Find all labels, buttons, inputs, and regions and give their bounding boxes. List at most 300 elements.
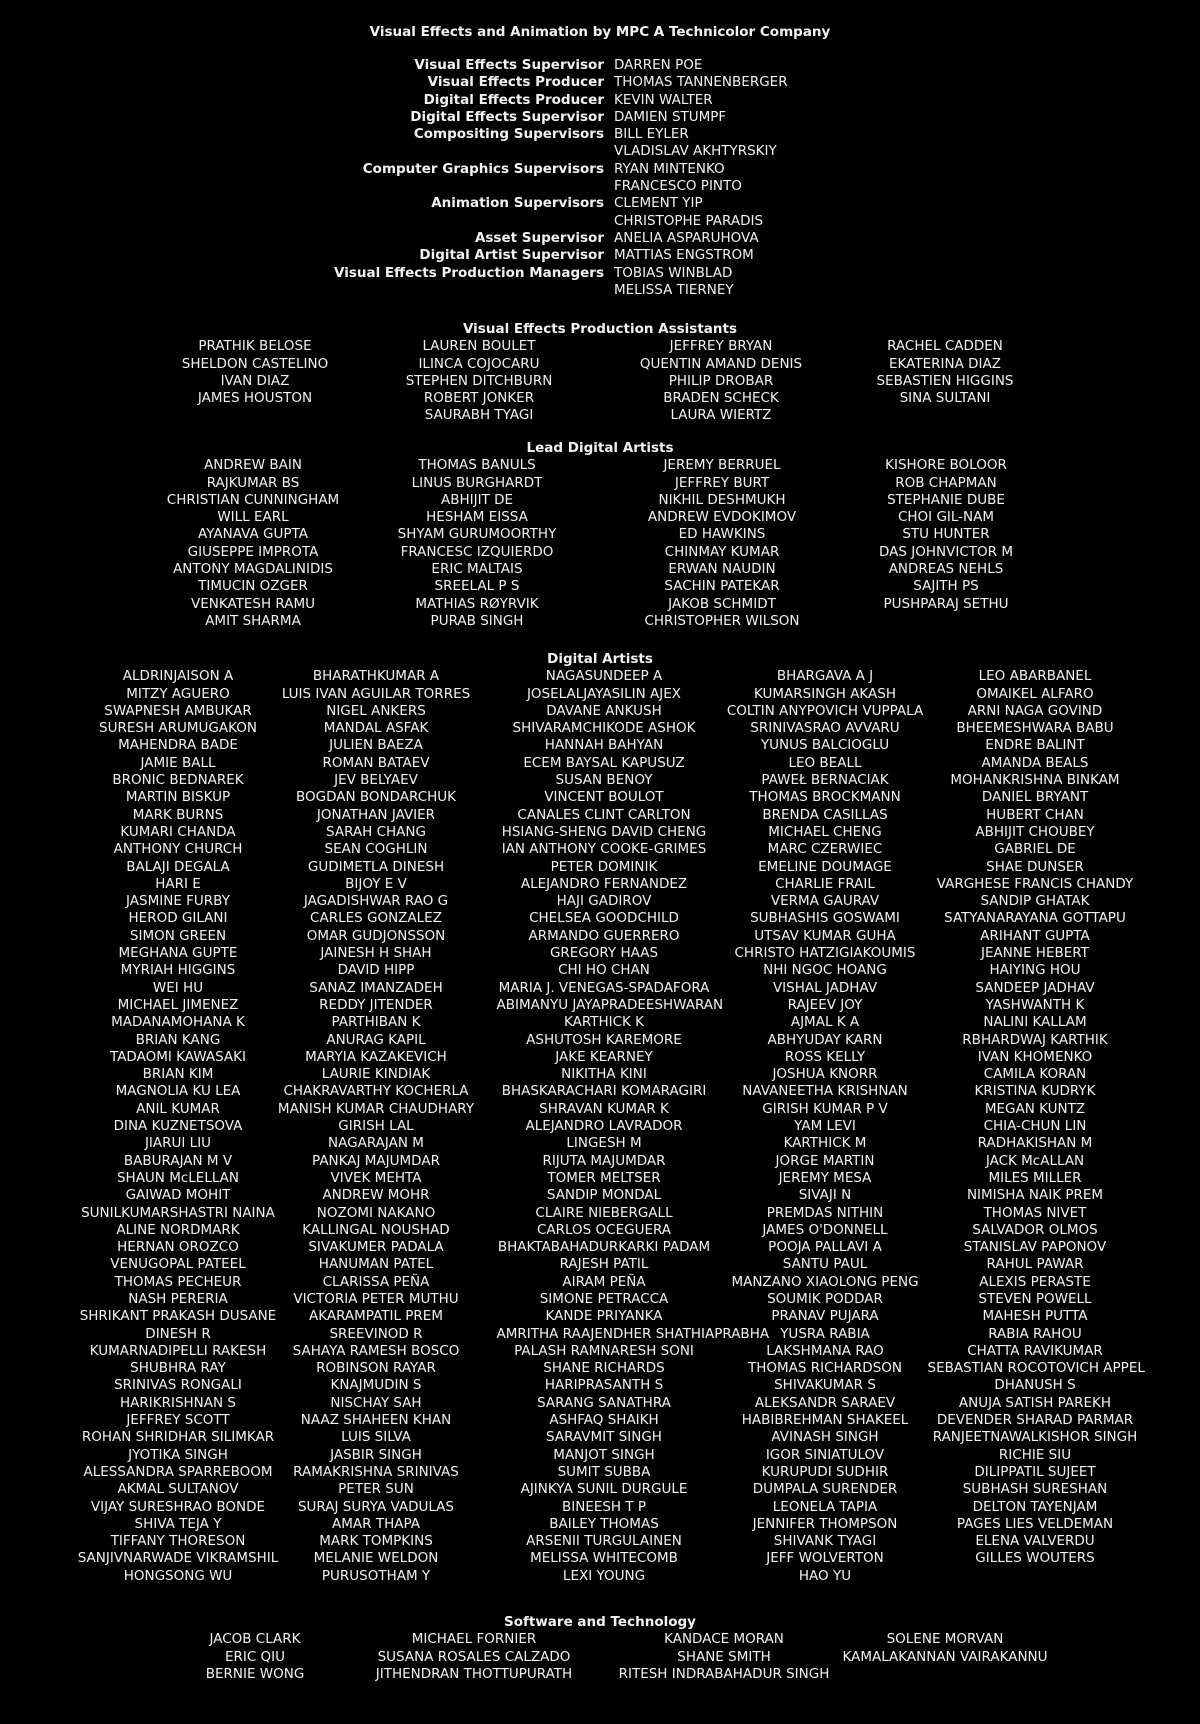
credit-name: JEREMY BERRUEL <box>663 457 781 474</box>
credit-name: VINCENT BOULOT <box>544 789 664 806</box>
credit-name: MARTIN BISKUP <box>125 789 231 806</box>
credit-name: MOHANKRISHNA BINKAM <box>950 772 1120 789</box>
credit-name: PUSHPARAJ SETHU <box>883 595 1009 612</box>
credit-name: ROSS KELLY <box>784 1048 866 1065</box>
credit-name: STEPHANIE DUBE <box>887 491 1005 508</box>
section-title: Software and Technology <box>504 1614 696 1630</box>
credit-name: BHEEMESHWARA BABU <box>956 720 1114 737</box>
credit-name: NAVANEETHA KRISHNAN <box>742 1083 908 1100</box>
credit-name: OMAR GUDJONSSON <box>306 927 446 944</box>
names-grid <box>0 1631 1200 1683</box>
credit-name: DAVANE ANKUSH <box>546 702 662 719</box>
credit-name: JAMES O'DONNELL <box>762 1221 888 1238</box>
credit-name: SAJITH PS <box>913 578 979 595</box>
credit-name: HUBERT CHAN <box>986 806 1084 823</box>
credit-name: MICHAEL FORNIER <box>411 1631 537 1648</box>
credit-name: ROHAN SHRIDHAR SILIMKAR <box>81 1429 275 1446</box>
credit-name: NOZOMI NAKANO <box>316 1204 436 1221</box>
credit-name: SAURABH TYAGI <box>424 407 534 424</box>
names-column <box>496 668 770 1585</box>
credit-name: ANURAG KAPIL <box>326 1031 426 1048</box>
credit-name: RABIA RAHOU <box>988 1325 1082 1342</box>
credit-name: MARC CZERWIEC <box>767 841 883 858</box>
credit-name: NAGASUNDEEP A <box>545 668 663 685</box>
credit-name: BERNIE WONG <box>205 1665 305 1682</box>
credit-name: SANJIVNARWADE VIKRAMSHIL <box>77 1550 279 1567</box>
credit-name: ED HAWKINS <box>678 526 766 543</box>
credit-name: TADAOMI KAWASAKI <box>110 1048 246 1065</box>
names-column <box>928 668 1143 1567</box>
credit-name: SHANE SMITH <box>677 1648 771 1665</box>
credit-name: ALDRINJAISON A <box>122 668 234 685</box>
credit-name: ROBERT JONKER <box>423 390 535 407</box>
role-label: Digital Effects Producer <box>423 91 604 108</box>
credit-name: JEFF WOLVERTON <box>766 1550 884 1567</box>
credit-name: SHIVANK TYAGI <box>773 1533 877 1550</box>
credit-name: KUMARI CHANDA <box>120 823 236 840</box>
credit-name: BABURAJAN M V <box>123 1152 233 1169</box>
credit-name: QUENTIN AMAND DENIS <box>639 355 803 372</box>
role-name: CLEMENT YIP <box>614 195 703 212</box>
section-digital-artists <box>0 651 1200 1585</box>
role-label: Computer Graphics Supervisors <box>362 160 604 177</box>
role-row <box>0 247 1200 264</box>
credit-name: SREEVINOD R <box>329 1325 423 1342</box>
credit-name: BRADEN SCHECK <box>663 390 779 407</box>
credit-name: JIARUI LIU <box>144 1135 212 1152</box>
credit-name: SURESH ARUMUGAKON <box>99 720 257 737</box>
credit-name: DELTON TAYENJAM <box>972 1498 1098 1515</box>
credit-name: JOSHUA KNORR <box>772 1066 878 1083</box>
credit-name: VENUGOPAL PATEEL <box>110 1256 246 1273</box>
credit-name: SANDIP GHATAK <box>980 893 1090 910</box>
role-name: MATTIAS ENGSTROM <box>614 247 754 264</box>
credit-name: ANTHONY CHURCH <box>113 841 243 858</box>
credit-name: STANISLAV PAPONOV <box>963 1239 1107 1256</box>
credit-name: AMRITHA RAAJENDHER SHATHIAPRABHA <box>496 1325 770 1342</box>
credit-name: PALASH RAMNARESH SONI <box>514 1342 694 1359</box>
credit-name: CHRISTOPHER WILSON <box>644 612 800 629</box>
names-column <box>354 1631 594 1683</box>
credit-name: ARIHANT GUPTA <box>980 927 1090 944</box>
names-column <box>830 338 1060 407</box>
credit-name: STU HUNTER <box>902 526 990 543</box>
credit-name: WILL EARL <box>217 509 289 526</box>
credit-name: MELISSA WHITECOMB <box>530 1550 678 1567</box>
credit-name: SANDIP MONDAL <box>546 1187 662 1204</box>
credit-name: MANISH KUMAR CHAUDHARY <box>277 1100 475 1117</box>
credit-name: RADHAKISHAN M <box>977 1135 1093 1152</box>
names-column <box>138 457 368 630</box>
credit-name: RAJEEV JOY <box>787 996 863 1013</box>
credit-name: WEI HU <box>152 979 204 996</box>
role-row <box>0 126 1200 143</box>
credit-name: BOGDAN BONDARCHUK <box>295 789 457 806</box>
credit-name: GABRIEL DE <box>994 841 1076 858</box>
section-production-assistants <box>0 321 1200 425</box>
credit-name: HAJI GADIROV <box>556 893 652 910</box>
credit-name: JEFFREY BRYAN <box>669 338 773 355</box>
credit-name: NIMISHA NAIK PREM <box>966 1187 1104 1204</box>
credit-name: MEGHANA GUPTE <box>118 945 238 962</box>
credit-name: PAGES LIES VELDEMAN <box>956 1515 1114 1532</box>
credit-name: NASH PERERIA <box>128 1290 228 1307</box>
names-column <box>269 668 484 1585</box>
credit-name: UTSAV KUMAR GUHA <box>754 927 896 944</box>
section-software-and-technology <box>0 1614 1200 1683</box>
credit-name: HARIPRASANTH S <box>544 1377 664 1394</box>
credit-name: KANDACE MORAN <box>664 1631 784 1648</box>
credit-name: PETER SUN <box>338 1481 414 1498</box>
credit-name: LEONELA TAPIA <box>772 1498 878 1515</box>
credit-name: SANTU PAUL <box>782 1256 868 1273</box>
credit-name: THOMAS BANULS <box>418 457 536 474</box>
credit-name: CLAIRE NIEBERGALL <box>535 1204 673 1221</box>
credit-name: LAURA WIERTZ <box>670 407 772 424</box>
role-label: Asset Supervisor <box>474 229 604 246</box>
credit-name: HONGSONG WU <box>123 1567 233 1584</box>
credit-name: ECEM BAYSAL KAPUSUZ <box>523 754 685 771</box>
credit-name: MILES MILLER <box>988 1169 1082 1186</box>
credit-name: IGOR SINIATULOV <box>765 1446 885 1463</box>
credit-name: SURAJ SURYA VADULAS <box>297 1498 454 1515</box>
credit-name: LEO ABARBANEL <box>978 668 1092 685</box>
role-name: CHRISTOPHE PARADIS <box>614 212 764 229</box>
role-row <box>0 92 1200 109</box>
credit-name: GUDIMETLA DINESH <box>307 858 445 875</box>
credit-name: DAVID HIPP <box>337 962 415 979</box>
credit-name: PANKAJ MAJUMDAR <box>312 1152 440 1169</box>
credit-name: THOMAS BROCKMANN <box>749 789 901 806</box>
credit-name: CHARLIE FRAIL <box>775 875 875 892</box>
credit-name: BRIAN KANG <box>135 1031 221 1048</box>
credit-name: LAKSHMANA RAO <box>766 1342 884 1359</box>
credit-name: EMELINE DOUMAGE <box>758 858 892 875</box>
credit-name: GIUSEPPE IMPROTA <box>187 543 319 560</box>
credit-name: SUSAN BENOY <box>555 772 653 789</box>
credit-name: ERWAN NAUDIN <box>668 561 776 578</box>
role-label: Visual Effects Production Managers <box>334 264 604 281</box>
credit-name: MARYIA KAZAKEVICH <box>305 1048 447 1065</box>
credit-name: KAMALAKANNAN VAIRAKANNU <box>842 1648 1048 1665</box>
credit-name: MATHIAS RØYRVIK <box>415 595 539 612</box>
names-column <box>825 1631 1065 1666</box>
credit-name: JAGADISHWAR RAO G <box>303 893 449 910</box>
credit-name: TOMER MELTSER <box>547 1169 661 1186</box>
credit-name: LAUREN BOULET <box>422 338 536 355</box>
credit-name: PRANAV PUJARA <box>771 1308 879 1325</box>
credit-name: SALVADOR OLMOS <box>972 1221 1098 1238</box>
credit-name: SHIVARAMCHIKODE ASHOK <box>512 720 696 737</box>
credit-name: SUBHASHIS GOSWAMI <box>750 910 900 927</box>
credit-name: YAM LEVI <box>794 1118 856 1135</box>
credit-name: CANALES CLINT CARLTON <box>517 806 691 823</box>
credit-name: ANDREW EVDOKIMOV <box>647 509 797 526</box>
credit-name: MAHESH PUTTA <box>982 1308 1088 1325</box>
credit-name: NAAZ SHAHEEN KHAN <box>300 1412 452 1429</box>
credit-name: SHUBHRA RAY <box>130 1360 226 1377</box>
credit-name: JEV BELYAEV <box>334 772 418 789</box>
credit-name: RICHIE SIU <box>998 1446 1072 1463</box>
credit-name: HAO YU <box>798 1567 852 1584</box>
company-title: Visual Effects and Animation by MPC A Technicolor Company <box>369 24 831 40</box>
credit-name: SIVAJI N <box>798 1187 852 1204</box>
credit-name: FRANCESC IZQUIERDO <box>400 543 554 560</box>
credit-name: NIGEL ANKERS <box>326 702 426 719</box>
section-title: Lead Digital Artists <box>526 440 674 456</box>
credit-name: STEPHEN DITCHBURN <box>405 372 553 389</box>
role-label: Animation Supervisors <box>431 195 604 212</box>
credit-name: GIRISH LAL <box>338 1118 414 1135</box>
credit-name: POOJA PALLAVI A <box>768 1239 882 1256</box>
credit-name: JAINESH H SHAH <box>320 945 432 962</box>
credit-name: YASHWANTH K <box>985 996 1085 1013</box>
credit-name: KANDE PRIYANKA <box>545 1308 663 1325</box>
credit-name: MANDAL ASFAK <box>323 720 429 737</box>
credit-name: MITZY AGUERO <box>126 685 230 702</box>
credit-name: SIMONE PETRACCA <box>539 1290 669 1307</box>
role-row <box>0 230 1200 247</box>
credit-name: BHASKARACHARI KOMARAGIRI <box>501 1083 707 1100</box>
credit-name: MYRIAH HIGGINS <box>120 962 236 979</box>
credit-name: HESHAM EISSA <box>426 509 528 526</box>
credit-name: ASHUTOSH KAREMORE <box>526 1031 682 1048</box>
credit-name: ELENA VALVERDU <box>975 1533 1095 1550</box>
credit-name: YUSRA RABIA <box>780 1325 870 1342</box>
credit-name: BAILEY THOMAS <box>549 1515 659 1532</box>
credit-name: VARGHESE FRANCIS CHANDY <box>936 875 1134 892</box>
role-label: Visual Effects Supervisor <box>414 57 604 73</box>
credit-name: BHAKTABAHADURKARKI PADAM <box>497 1239 711 1256</box>
role-name: VLADISLAV AKHTYRSKIY <box>614 143 777 160</box>
role-row <box>0 161 1200 178</box>
credit-name: SHIVAKUMAR S <box>774 1377 876 1394</box>
credit-name: ANDREW BAIN <box>204 457 302 474</box>
credit-name: SARAH CHANG <box>326 823 426 840</box>
credit-name: ANDREW MOHR <box>322 1187 430 1204</box>
credit-name: SHAUN McLELLAN <box>116 1169 240 1186</box>
credit-name: RIJUTA MAJUMDAR <box>542 1152 666 1169</box>
credit-name: AMAR THAPA <box>332 1515 420 1532</box>
credit-name: MAHENDRA BADE <box>118 737 238 754</box>
credit-name: HARI E <box>155 875 201 892</box>
credit-name: MEGAN KUNTZ <box>984 1100 1086 1117</box>
credit-name: ARSENII TURGULAINEN <box>526 1533 682 1550</box>
credit-name: GIRISH KUMAR P V <box>762 1100 888 1117</box>
credit-name: JORGE MARTIN <box>775 1152 875 1169</box>
role-label: Digital Artist Supervisor <box>419 247 604 264</box>
credit-name: SHRAVAN KUMAR K <box>539 1100 669 1117</box>
credit-name: DAS JOHNVICTOR M <box>879 543 1013 560</box>
credit-name: REDDY JITENDER <box>319 996 433 1013</box>
credit-name: VIJAY SURESHRAO BONDE <box>90 1498 266 1515</box>
credit-name: HERNAN OROZCO <box>117 1239 239 1256</box>
credit-name: VENKATESH RAMU <box>190 595 316 612</box>
credit-name: CHAKRAVARTHY KOCHERLA <box>283 1083 469 1100</box>
role-row <box>0 74 1200 91</box>
credit-name: JACOB CLARK <box>209 1631 301 1648</box>
credit-name: ALINE NORDMARK <box>116 1221 240 1238</box>
credit-name: JEFFREY SCOTT <box>126 1412 230 1429</box>
credit-name: ALESSANDRA SPARREBOOM <box>83 1463 273 1480</box>
credit-name: JEREMY MESA <box>778 1169 872 1186</box>
role-name: FRANCESCO PINTO <box>614 178 742 195</box>
credit-name: TIFFANY THORESON <box>110 1533 246 1550</box>
credit-name: CARLES GONZALEZ <box>310 910 442 927</box>
credit-name: ANIL KUMAR <box>136 1100 220 1117</box>
credit-name: ABIMANYU JAYAPRADEESHWARAN <box>496 996 724 1013</box>
credit-name: SOUMIK PODDAR <box>767 1290 883 1307</box>
credit-name: KISHORE BOLOOR <box>885 457 1007 474</box>
credit-name: CHATTA RAVIKUMAR <box>967 1342 1103 1359</box>
role-row <box>0 143 1200 160</box>
credit-name: DEVENDER SHARAD PARMAR <box>936 1412 1134 1429</box>
credit-name: KRISTINA KUDRYK <box>974 1083 1096 1100</box>
credit-name: NHI NGOC HOANG <box>763 962 887 979</box>
credit-name: ASHFAQ SHAIKH <box>549 1412 659 1429</box>
section-lead-digital-artists <box>0 440 1200 630</box>
credit-name: ABHYUDAY KARN <box>767 1031 883 1048</box>
credit-name: AJMAL K A <box>790 1014 860 1031</box>
credit-name: JAKE KEARNEY <box>555 1048 653 1065</box>
credit-name: MARK BURNS <box>132 806 224 823</box>
credit-name: CHRISTIAN CUNNINGHAM <box>166 491 340 508</box>
credit-name: NAGARAJAN M <box>328 1135 424 1152</box>
credit-name: PAWEŁ BERNACIAK <box>761 772 889 789</box>
credit-name: SEAN COGHLIN <box>324 841 428 858</box>
credit-name: JAMES HOUSTON <box>197 390 313 407</box>
credit-name: MADANAMOHANA K <box>111 1014 245 1031</box>
credit-name: PURUSOTHAM Y <box>321 1567 431 1584</box>
credit-name: ABHIJIT DE <box>440 491 514 508</box>
credit-name: KALLINGAL NOUSHAD <box>302 1221 450 1238</box>
role-row <box>0 109 1200 126</box>
credit-name: DINA KUZNETSOVA <box>113 1118 243 1135</box>
credit-name: ANDREAS NEHLS <box>888 561 1004 578</box>
credit-name: LINUS BURGHARDT <box>411 474 543 491</box>
credit-name: KURUPUDI SUDHIR <box>761 1463 889 1480</box>
section-title: Digital Artists <box>547 651 653 667</box>
credit-name: CHOI GIL-NAM <box>897 509 995 526</box>
credit-name: CHI HO CHAN <box>558 962 650 979</box>
credit-name: BHARGAVA A J <box>776 668 874 685</box>
credit-name: CLARISSA PEÑA <box>322 1273 430 1290</box>
credit-name: JEFFREY BURT <box>674 474 770 491</box>
credit-name: ARNI NAGA GOVIND <box>967 702 1103 719</box>
credit-name: LEXI YOUNG <box>562 1567 646 1584</box>
credit-name: HANUMAN PATEL <box>318 1256 434 1273</box>
credit-name: RBHARDWAJ KARTHIK <box>962 1031 1108 1048</box>
credit-name: HANNAH BAHYAN <box>544 737 664 754</box>
credit-name: LUIS IVAN AGUILAR TORRES <box>281 685 471 702</box>
role-name: RYAN MINTENKO <box>614 160 725 177</box>
names-column <box>718 668 933 1585</box>
credit-name: CHELSEA GOODCHILD <box>529 910 679 927</box>
credit-name: NALINI KALLAM <box>983 1014 1087 1031</box>
role-row <box>0 282 1200 299</box>
credit-name: JYOTIKA SINGH <box>128 1446 228 1463</box>
credit-name: VIVEK MEHTA <box>330 1169 422 1186</box>
credit-name: AIRAM PEÑA <box>562 1273 646 1290</box>
names-column <box>140 338 370 407</box>
credit-name: RACHEL CADDEN <box>887 338 1003 355</box>
section-title: Visual Effects Production Assistants <box>462 321 738 337</box>
role-label: Visual Effects Producer <box>427 74 604 91</box>
credit-name: THOMAS PECHEUR <box>114 1273 242 1290</box>
names-column <box>606 338 836 424</box>
role-row <box>0 178 1200 195</box>
supervisor-credits <box>0 57 1200 299</box>
credit-name: SUMIT SUBBA <box>557 1463 651 1480</box>
role-name: MELISSA TIERNEY <box>614 281 734 298</box>
names-column <box>362 457 592 630</box>
credit-name: LAURIE KINDIAK <box>321 1066 431 1083</box>
credit-name: RAJESH PATIL <box>559 1256 649 1273</box>
credit-name: SARAVMIT SINGH <box>546 1429 662 1446</box>
credit-name: SOLENE MORVAN <box>886 1631 1004 1648</box>
credit-name: JAMIE BALL <box>140 754 216 771</box>
credit-name: SIMON GREEN <box>129 927 227 944</box>
credit-name: THOMAS NIVET <box>983 1204 1087 1221</box>
credit-name: KUMARNADIPELLI RAKESH <box>89 1342 267 1359</box>
credit-name: CAMILA KORAN <box>983 1066 1087 1083</box>
role-label: Compositing Supervisors <box>413 126 604 143</box>
credit-name: KNAJMUDIN S <box>330 1377 422 1394</box>
credit-name: PRATHIK BELOSE <box>198 338 312 355</box>
role-name: KEVIN WALTER <box>614 91 713 108</box>
role-name: BILL EYLER <box>614 126 689 143</box>
credit-name: HARIKRISHNAN S <box>120 1394 236 1411</box>
credit-name: SREELAL P S <box>434 578 520 595</box>
credit-name: JAKOB SCHMIDT <box>668 595 776 612</box>
credit-name: CHINMAY KUMAR <box>664 543 780 560</box>
credit-name: ANUJA SATISH PAREKH <box>958 1394 1112 1411</box>
role-name: ANELIA ASPARUHOVA <box>614 229 759 246</box>
names-column <box>364 338 594 424</box>
credit-name: ALEJANDRO FERNANDEZ <box>520 875 688 892</box>
credit-name: BINEESH T P <box>561 1498 647 1515</box>
credit-name: JACK McALLAN <box>985 1152 1085 1169</box>
credit-name: DHANUSH S <box>994 1377 1076 1394</box>
names-column <box>831 457 1061 613</box>
role-name: DARREN POE <box>614 57 703 73</box>
credit-name: LEO BEALL <box>788 754 862 771</box>
credit-name: SEBASTIAN ROCOTOVICH APPEL <box>927 1360 1145 1377</box>
role-name: DAMIEN STUMPF <box>614 108 727 125</box>
credit-name: THOMAS RICHARDSON <box>747 1360 902 1377</box>
credit-name: MANZANO XIAOLONG PENG <box>731 1273 919 1290</box>
credit-name: SHRIKANT PRAKASH DUSANE <box>79 1308 277 1325</box>
credit-name: DILIPPATIL SUJEET <box>974 1463 1096 1480</box>
credit-name: SINA SULTANI <box>899 390 991 407</box>
credit-name: SANAZ IMANZADEH <box>309 979 443 996</box>
credit-name: NISCHAY SAH <box>330 1394 422 1411</box>
credit-name: ERIC QIU <box>224 1648 286 1665</box>
credit-name: KARTHICK M <box>783 1135 867 1152</box>
credit-name: CHRISTO HATZIGIAKOUMIS <box>734 945 916 962</box>
credit-name: HAIYING HOU <box>989 962 1081 979</box>
credit-name: OMAIKEL ALFARO <box>976 685 1094 702</box>
credit-name: SHANE RICHARDS <box>543 1360 665 1377</box>
credit-name: BALAJI DEGALA <box>126 858 230 875</box>
credit-name: SANDEEP JADHAV <box>975 979 1095 996</box>
credit-name: TIMUCIN OZGER <box>198 578 308 595</box>
credit-name: RITESH INDRABAHADUR SINGH <box>618 1665 830 1682</box>
credit-name: COLTIN ANYPOVICH VUPPALA <box>726 702 924 719</box>
credit-name: PREMDAS NITHIN <box>766 1204 884 1221</box>
credit-name: AKARAMPATIL PREM <box>308 1308 443 1325</box>
credit-name: ERIC MALTAIS <box>431 561 523 578</box>
